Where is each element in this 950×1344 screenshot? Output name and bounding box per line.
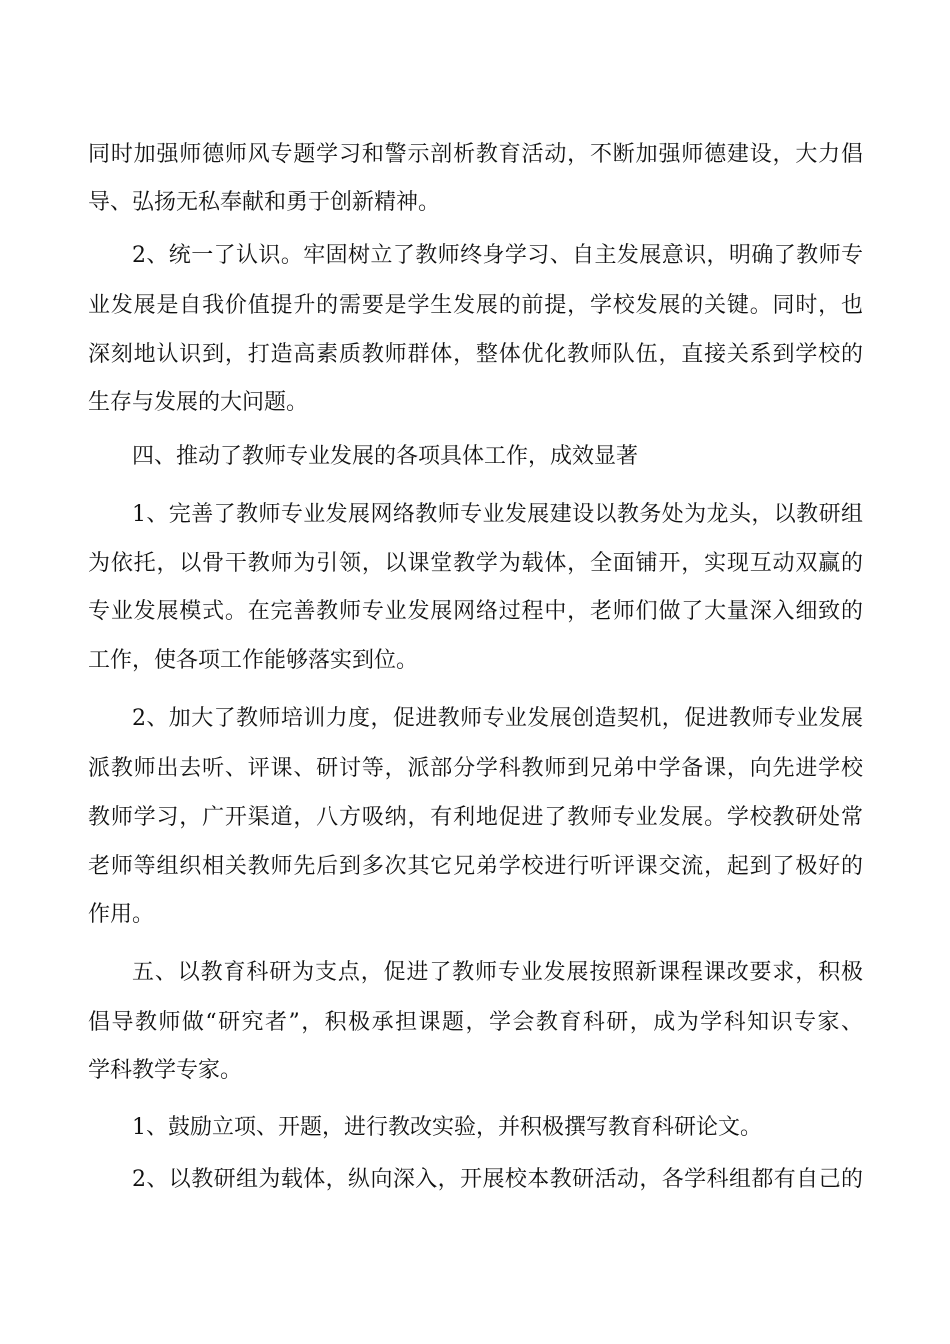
paragraph-line: 同时加强师德师风专题学习和警示剖析教育活动，不断加强师德建设，大力倡 xyxy=(88,142,863,167)
paragraph-line: 导、弘扬无私奉献和勇于创新精神。 xyxy=(88,190,441,215)
paragraph-line: 2、统一了认识。牢固树立了教师终身学习、自主发展意识，明确了教师专 xyxy=(132,243,863,268)
paragraph-line: 工作，使各项工作能够落实到位。 xyxy=(88,648,419,673)
paragraph-line: 业发展是自我价值提升的需要是学生发展的前提，学校发展的关键。同时，也 xyxy=(88,293,863,318)
paragraph-line: 2、以教研组为载体，纵向深入，开展校本教研活动，各学科组都有自己的 xyxy=(132,1167,863,1192)
paragraph-line: 为依托，以骨干教师为引领，以课堂教学为载体，全面铺开，实现互动双赢的 xyxy=(88,551,863,576)
paragraph-line: 2、加大了教师培训力度，促进教师专业发展创造契机，促进教师专业发展 xyxy=(132,706,863,731)
paragraph-line: 作用。 xyxy=(88,902,155,927)
paragraph-line: 1、鼓励立项、开题，进行教改实验，并积极撰写教育科研论文。 xyxy=(132,1115,762,1140)
paragraph-line: 1、完善了教师专业发展网络教师专业发展建设以教务处为龙头，以教研组 xyxy=(132,502,863,527)
section-heading: 四、推动了教师专业发展的各项具体工作，成效显著 xyxy=(132,444,639,469)
paragraph-line: 学科教学专家。 xyxy=(88,1058,243,1083)
paragraph-line: 派教师出去听、评课、研讨等，派部分学科教师到兄弟中学备课，向先进学校 xyxy=(88,756,863,781)
paragraph-line: 倡导教师做“研究者”，积极承担课题，学会教育科研，成为学科知识专家、 xyxy=(88,1010,863,1035)
paragraph-line: 生存与发展的大问题。 xyxy=(88,390,309,415)
paragraph-line: 老师等组织相关教师先后到多次其它兄弟学校进行听评课交流，起到了极好的 xyxy=(88,854,863,879)
paragraph-line: 专业发展模式。在完善教师专业发展网络过程中，老师们做了大量深入细致的 xyxy=(88,599,863,624)
section-heading: 五、以教育科研为支点，促进了教师专业发展按照新课程课改要求，积极 xyxy=(132,960,863,985)
paragraph-line: 深刻地认识到，打造高素质教师群体，整体优化教师队伍，直接关系到学校的 xyxy=(88,342,863,367)
paragraph-line: 教师学习，广开渠道，八方吸纳，有利地促进了教师专业发展。学校教研处常 xyxy=(88,805,863,830)
